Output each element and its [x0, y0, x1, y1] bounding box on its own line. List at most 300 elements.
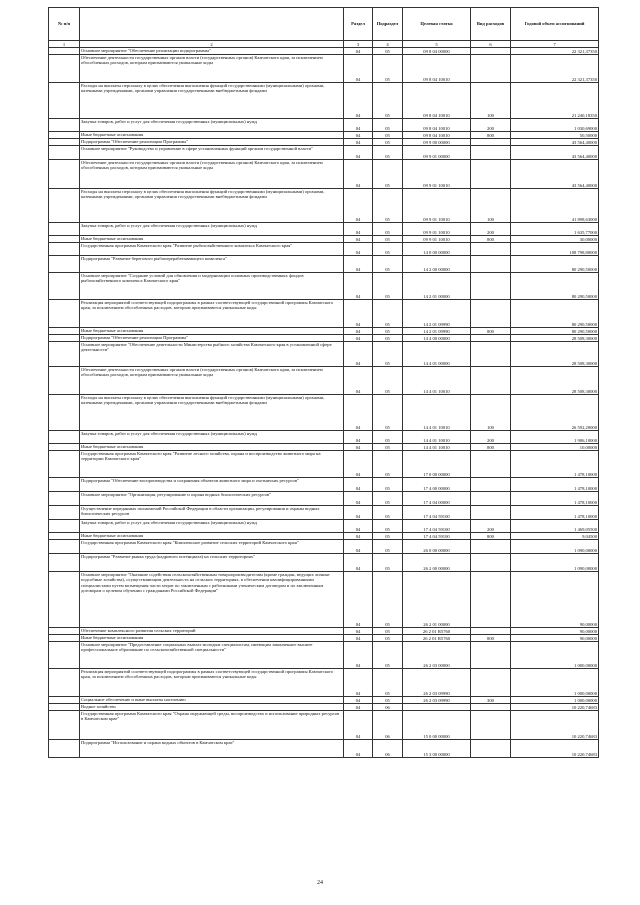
- row-target: 09 9 01 10010: [403, 189, 471, 223]
- row-target: 09 8 04 10010: [403, 132, 471, 139]
- row-subsection: 05: [373, 367, 403, 395]
- table-row: [49, 395, 599, 431]
- row-number: [49, 520, 80, 533]
- row-target: 17 0 00 00000: [403, 451, 471, 478]
- row-number: [49, 533, 80, 540]
- row-total: 90,00000: [511, 628, 599, 635]
- row-number: [49, 236, 80, 243]
- table-row: [49, 273, 599, 300]
- row-target: 14 2 01 09990: [403, 328, 471, 335]
- row-kind: [471, 139, 511, 146]
- row-section: 04: [344, 431, 373, 444]
- row-name: Подпрограмма "Развитие рынка труда (кадрового потенциала) на сельских территориях": [80, 554, 344, 572]
- row-target: 09 8 04 00000: [403, 48, 471, 55]
- row-subsection: 05: [373, 223, 403, 236]
- table-row: [49, 223, 599, 236]
- table-row: [49, 642, 599, 669]
- row-target: 26 2 01 R5760: [403, 635, 471, 642]
- row-name: Обеспечение деятельности государственных органов власти (государственных органов) Камчатского края, за исключением обособленных расходов, которым присваиваются уникальные коды: [80, 367, 344, 395]
- row-section: 04: [344, 132, 373, 139]
- column-number-row: [49, 41, 599, 48]
- row-name: Основное мероприятие "Создание условий для обновления и модернизации основных производственных фондов рыбохозяйственного комплекса Камчатского края": [80, 273, 344, 300]
- row-target: 09 8 04 10010: [403, 55, 471, 83]
- row-section: 04: [344, 506, 373, 520]
- row-kind: [471, 506, 511, 520]
- row-kind: 200: [471, 223, 511, 236]
- row-section: 04: [344, 146, 373, 160]
- row-name: Государственная программа Камчатского края "Развитие лесного хозяйства, охрана и воспроизводство животного мира на территории Камчатского края": [80, 451, 344, 478]
- row-section: 04: [344, 243, 373, 256]
- row-name: Государственная программа Камчатского края "Охрана окружающей среды, воспроизводство и использование природных ресурсов в Камчатском крае": [80, 711, 344, 740]
- row-kind: 100: [471, 189, 511, 223]
- row-total: 1 478,10000: [511, 451, 599, 478]
- table-row: [49, 243, 599, 256]
- row-name: Закупка товаров, работ и услуг для обеспечения государственных (муниципальных) нужд: [80, 431, 344, 444]
- row-section: 04: [344, 628, 373, 635]
- row-kind: [471, 711, 511, 740]
- row-target: 26 2 01 00000: [403, 572, 471, 628]
- row-kind: [471, 243, 511, 256]
- row-kind: [471, 256, 511, 273]
- row-kind: [471, 342, 511, 367]
- row-section: 04: [344, 256, 373, 273]
- row-section: 04: [344, 300, 373, 328]
- row-name: Обеспечение деятельности государственных органов власти (государственных органов) Камчатского края, за исключением обособленных расходов, которым присваиваются уникальные коды: [80, 55, 344, 83]
- table-row: [49, 236, 599, 243]
- row-name: Реализация мероприятий соответствующей подпрограммы в рамках соответствующей государственной программы Камчатского края, за исключением обособленных расходов, которым присваиваются уникальные коды: [80, 300, 344, 328]
- table-row: [49, 367, 599, 395]
- row-total: 50,50000: [511, 132, 599, 139]
- row-subsection: 05: [373, 451, 403, 478]
- row-subsection: 05: [373, 478, 403, 492]
- row-name: Водное хозяйство: [80, 704, 344, 711]
- row-total: 1 469,05500: [511, 520, 599, 533]
- row-subsection: 05: [373, 395, 403, 431]
- header-num: № п/п: [49, 8, 80, 41]
- table-header-row: [49, 8, 599, 41]
- row-total: 43 564,40000: [511, 160, 599, 189]
- row-kind: [471, 572, 511, 628]
- row-total: 43 564,40000: [511, 139, 599, 146]
- row-number: [49, 328, 80, 335]
- row-subsection: 06: [373, 711, 403, 740]
- row-target: 26 2 01 R5760: [403, 628, 471, 635]
- row-number: [49, 642, 80, 669]
- row-total: 28 508,30000: [511, 335, 599, 342]
- row-subsection: 05: [373, 342, 403, 367]
- row-target: 14 4 01 10010: [403, 444, 471, 451]
- row-kind: [471, 740, 511, 758]
- table-row: [49, 492, 599, 506]
- row-name: Обеспечение деятельности государственных органов власти (государственных органов) Камчатского края, за исключением обособленных расходов, которым присваиваются уникальные коды: [80, 160, 344, 189]
- table-row: [49, 704, 599, 711]
- row-name: Иные бюджетные ассигнования: [80, 635, 344, 642]
- row-name: Расходы на выплаты персоналу в целях обеспечения выполнения функций государственными (муниципальными) органами, казенными учреждениями, органами управления государственными внебюджетными фондами: [80, 83, 344, 119]
- row-kind: 100: [471, 395, 511, 431]
- row-number: [49, 492, 80, 506]
- row-total: 1 000,00000: [511, 697, 599, 704]
- row-number: [49, 669, 80, 697]
- row-subsection: 05: [373, 146, 403, 160]
- row-target: 14 2 01 00000: [403, 273, 471, 300]
- colnum: 5: [403, 41, 471, 48]
- row-total: 10,00000: [511, 444, 599, 451]
- row-total: 1 635,77000: [511, 223, 599, 236]
- row-kind: [471, 478, 511, 492]
- row-number: [49, 635, 80, 642]
- row-target: 14 4 01 10010: [403, 395, 471, 431]
- row-section: 04: [344, 55, 373, 83]
- row-subsection: 05: [373, 697, 403, 704]
- row-number: [49, 711, 80, 740]
- row-target: 09 9 01 00000: [403, 146, 471, 160]
- row-section: 04: [344, 533, 373, 540]
- row-subsection: 05: [373, 139, 403, 146]
- row-section: 04: [344, 635, 373, 642]
- row-number: [49, 451, 80, 478]
- row-total: 10 220,74683: [511, 704, 599, 711]
- row-total: 90,00000: [511, 572, 599, 628]
- row-total: 10 220,74683: [511, 711, 599, 740]
- row-section: 04: [344, 335, 373, 342]
- row-subsection: 05: [373, 635, 403, 642]
- colnum: 6: [471, 41, 511, 48]
- row-section: 04: [344, 83, 373, 119]
- row-number: [49, 740, 80, 758]
- row-kind: 800: [471, 635, 511, 642]
- row-total: 1 000,00000: [511, 642, 599, 669]
- row-total: 21 240,18350: [511, 83, 599, 119]
- row-total: 1 906,10000: [511, 431, 599, 444]
- row-section: 04: [344, 328, 373, 335]
- row-section: 04: [344, 160, 373, 189]
- row-section: 04: [344, 492, 373, 506]
- table-row: [49, 628, 599, 635]
- colnum: 4: [373, 41, 403, 48]
- row-subsection: 05: [373, 83, 403, 119]
- row-number: [49, 444, 80, 451]
- row-kind: [471, 554, 511, 572]
- row-subsection: 06: [373, 704, 403, 711]
- row-name: Основное мероприятие "Организация, регулирование и охрана водных биологических ресурсов": [80, 492, 344, 506]
- row-number: [49, 572, 80, 628]
- row-section: 04: [344, 520, 373, 533]
- row-number: [49, 256, 80, 273]
- row-section: 04: [344, 342, 373, 367]
- row-total: 1 000,00000: [511, 669, 599, 697]
- row-total: 80 290,50000: [511, 273, 599, 300]
- row-kind: [471, 48, 511, 55]
- table-row: [49, 520, 599, 533]
- row-name: Основное мероприятие "Оказание содействия сельскохозяйственным товаропроизводителям (кроме граждан, ведущих личные подсобные хозяйства), осуществляющим деятельность на сельских территориях, в обеспечении квалифицированными специалистами путем возмещения части затрат по заключенным с работниками ученическим договорам и по заключенным договорам о целевом обучении с гражданами Российской Федерации": [80, 572, 344, 628]
- row-section: 04: [344, 223, 373, 236]
- row-target: 17 4 04 59100: [403, 520, 471, 533]
- row-section: 04: [344, 451, 373, 478]
- row-subsection: 05: [373, 273, 403, 300]
- row-number: [49, 132, 80, 139]
- row-section: 04: [344, 119, 373, 132]
- row-target: 17 4 00 00000: [403, 478, 471, 492]
- row-total: 80 290,50000: [511, 300, 599, 328]
- row-kind: [471, 367, 511, 395]
- row-number: [49, 540, 80, 554]
- table-row: [49, 669, 599, 697]
- header-name: [80, 8, 344, 41]
- table-row: [49, 431, 599, 444]
- row-target: 26 2 00 00000: [403, 554, 471, 572]
- row-target: 14 4 01 10010: [403, 431, 471, 444]
- row-name: Расходы на выплаты персоналу в целях обеспечения выполнения функций государственными (муниципальными) органами, казенными учреждениями, органами управления государственными внебюджетными фондами: [80, 189, 344, 223]
- table-row: [49, 146, 599, 160]
- row-number: [49, 189, 80, 223]
- row-target: 14 2 01 09990: [403, 300, 471, 328]
- row-subsection: 05: [373, 506, 403, 520]
- colnum: 2: [80, 41, 344, 48]
- table-row: [49, 478, 599, 492]
- row-target: 14 4 00 00000: [403, 335, 471, 342]
- row-section: 04: [344, 642, 373, 669]
- colnum: 1: [49, 41, 80, 48]
- table-row: [49, 635, 599, 642]
- row-target: 15 3 00 00000: [403, 740, 471, 758]
- row-subsection: 05: [373, 642, 403, 669]
- row-target: 09 9 01 10010: [403, 223, 471, 236]
- table-row: [49, 740, 599, 758]
- row-kind: 800: [471, 236, 511, 243]
- row-name: Подпрограмма "Обеспечение воспроизводства и сохранения объектов животного мира и охотничьих ресурсов": [80, 478, 344, 492]
- row-target: 09 8 04 10010: [403, 83, 471, 119]
- table-body: [49, 48, 599, 758]
- row-number: [49, 554, 80, 572]
- header-subsection: Подраздел: [373, 8, 403, 41]
- row-target: 17 4 04 59100: [403, 533, 471, 540]
- row-section: 04: [344, 367, 373, 395]
- row-section: 04: [344, 444, 373, 451]
- row-kind: [471, 273, 511, 300]
- table-row: [49, 697, 599, 704]
- row-target: 26 2 03 09990: [403, 669, 471, 697]
- row-subsection: 05: [373, 48, 403, 55]
- row-kind: [471, 335, 511, 342]
- row-section: 04: [344, 395, 373, 431]
- row-number: [49, 55, 80, 83]
- row-target: 14 4 01 00000: [403, 342, 471, 367]
- row-subsection: 05: [373, 132, 403, 139]
- row-subsection: 05: [373, 444, 403, 451]
- row-subsection: 05: [373, 554, 403, 572]
- row-number: [49, 300, 80, 328]
- row-total: 28 508,30000: [511, 367, 599, 395]
- row-target: 09 9 01 10010: [403, 160, 471, 189]
- row-subsection: 05: [373, 335, 403, 342]
- table-row: [49, 83, 599, 119]
- row-subsection: 05: [373, 189, 403, 223]
- row-kind: 800: [471, 533, 511, 540]
- row-target: 15 0 00 00000: [403, 711, 471, 740]
- row-total: 10 220,74683: [511, 740, 599, 758]
- row-subsection: 05: [373, 540, 403, 554]
- table-row: [49, 132, 599, 139]
- row-target: [403, 704, 471, 711]
- row-target: 09 9 01 10010: [403, 236, 471, 243]
- row-kind: [471, 146, 511, 160]
- row-number: [49, 139, 80, 146]
- row-kind: [471, 628, 511, 635]
- row-subsection: 05: [373, 572, 403, 628]
- row-kind: [471, 540, 511, 554]
- row-total: 1 478,10000: [511, 506, 599, 520]
- row-kind: 200: [471, 520, 511, 533]
- row-number: [49, 367, 80, 395]
- row-kind: 800: [471, 132, 511, 139]
- row-name: Социальное обеспечение и иные выплаты населению: [80, 697, 344, 704]
- row-subsection: 05: [373, 492, 403, 506]
- row-kind: [471, 300, 511, 328]
- row-kind: 200: [471, 431, 511, 444]
- row-subsection: 05: [373, 520, 403, 533]
- row-section: 04: [344, 189, 373, 223]
- table-row: [49, 335, 599, 342]
- row-kind: 800: [471, 328, 511, 335]
- colnum: 7: [511, 41, 599, 48]
- row-number: [49, 146, 80, 160]
- row-kind: [471, 704, 511, 711]
- row-name: Обеспечение комплексного развития сельских территорий: [80, 628, 344, 635]
- row-target: 26 0 00 00000: [403, 540, 471, 554]
- row-section: 04: [344, 554, 373, 572]
- row-section: 04: [344, 704, 373, 711]
- row-number: [49, 704, 80, 711]
- table-row: [49, 160, 599, 189]
- row-number: [49, 478, 80, 492]
- row-name: Подпрограмма "Обеспечение реализации Программы": [80, 139, 344, 146]
- row-kind: [471, 642, 511, 669]
- row-name: Подпрограмма "Использование и охрана водных объектов в Камчатском крае": [80, 740, 344, 758]
- row-subsection: 05: [373, 431, 403, 444]
- row-total: 80 290,50000: [511, 328, 599, 335]
- row-name: Реализация мероприятий соответствующей подпрограммы в рамках соответствующей государственной программы Камчатского края, за исключением обособленных расходов, которым присваиваются уникальные коды: [80, 669, 344, 697]
- header-total: Годовой объем ассигнований: [511, 8, 599, 41]
- row-target: 26 2 03 00000: [403, 642, 471, 669]
- row-target: 09 8 04 10010: [403, 119, 471, 132]
- table-row: [49, 119, 599, 132]
- page-number: 24: [317, 880, 323, 886]
- row-number: [49, 273, 80, 300]
- row-name: Иные бюджетные ассигнования: [80, 533, 344, 540]
- row-target: 09 9 00 00000: [403, 139, 471, 146]
- table-row: [49, 540, 599, 554]
- row-kind: 300: [471, 697, 511, 704]
- row-name: Закупка товаров, работ и услуг для обеспечения государственных (муниципальных) нужд: [80, 520, 344, 533]
- row-total: 22 321,37350: [511, 48, 599, 55]
- row-name: Иные бюджетные ассигнования: [80, 132, 344, 139]
- row-subsection: 05: [373, 55, 403, 83]
- row-number: [49, 243, 80, 256]
- table-row: [49, 300, 599, 328]
- row-subsection: 05: [373, 160, 403, 189]
- row-total: 43 564,40000: [511, 146, 599, 160]
- row-number: [49, 83, 80, 119]
- row-total: 41 898,63000: [511, 189, 599, 223]
- table-row: [49, 189, 599, 223]
- row-total: 108 798,80000: [511, 243, 599, 256]
- row-number: [49, 223, 80, 236]
- row-target: 14 0 00 00000: [403, 243, 471, 256]
- table-row: [49, 506, 599, 520]
- row-subsection: 05: [373, 243, 403, 256]
- table-row: [49, 48, 599, 55]
- row-name: Иные бюджетные ассигнования: [80, 328, 344, 335]
- header-target: Целевая статья: [403, 8, 471, 41]
- row-section: 04: [344, 139, 373, 146]
- row-name: Подпрограмма "Обеспечение реализации Программы": [80, 335, 344, 342]
- row-total: 1 090,00000: [511, 540, 599, 554]
- table-row: [49, 554, 599, 572]
- row-name: Государственная программа Камчатского края "Комплексное развитие сельских территорий Камчатского края": [80, 540, 344, 554]
- row-name: Подпрограмма "Развитие берегового рыбоперерабатывающего комплекса": [80, 256, 344, 273]
- row-section: 04: [344, 711, 373, 740]
- row-target: 26 2 03 09990: [403, 697, 471, 704]
- row-name: Расходы на выплаты персоналу в целях обеспечения выполнения функций государственными (муниципальными) органами, казенными учреждениями, органами управления государственными внебюджетными фондами: [80, 395, 344, 431]
- budget-table: [48, 7, 599, 758]
- row-target: 14 4 01 10010: [403, 367, 471, 395]
- row-name: Основное мероприятие "Предоставление социальных выплат молодым специалистам, имеющим законченное высшее профессиональное образование по сельскохозяйственной специальности": [80, 642, 344, 669]
- row-name: Государственная программа Камчатского края "Развитие рыбохозяйственного комплекса Камчатского края": [80, 243, 344, 256]
- table-row: [49, 451, 599, 478]
- table-row: [49, 139, 599, 146]
- row-total: 28 508,30000: [511, 342, 599, 367]
- row-section: 04: [344, 740, 373, 758]
- row-kind: [471, 492, 511, 506]
- row-total: 1 090,00000: [511, 554, 599, 572]
- row-subsection: 05: [373, 119, 403, 132]
- row-kind: [471, 55, 511, 83]
- row-section: 04: [344, 478, 373, 492]
- row-total: 1 478,10000: [511, 492, 599, 506]
- table-row: [49, 533, 599, 540]
- header-kind: Вид расходов: [471, 8, 511, 41]
- row-number: [49, 697, 80, 704]
- row-subsection: 05: [373, 669, 403, 697]
- row-name: Иные бюджетные ассигнования: [80, 236, 344, 243]
- row-number: [49, 335, 80, 342]
- row-subsection: 05: [373, 300, 403, 328]
- row-section: 04: [344, 48, 373, 55]
- row-kind: 100: [471, 83, 511, 119]
- row-number: [49, 342, 80, 367]
- row-subsection: 05: [373, 328, 403, 335]
- row-subsection: 05: [373, 628, 403, 635]
- row-section: 04: [344, 697, 373, 704]
- row-target: 14 2 00 00000: [403, 256, 471, 273]
- row-total: 26 592,20000: [511, 395, 599, 431]
- row-section: 04: [344, 540, 373, 554]
- row-number: [49, 431, 80, 444]
- row-name: Основное мероприятие "Руководство и управление в сфере установленных функций органов государственной власти": [80, 146, 344, 160]
- row-total: 22 321,37350: [511, 55, 599, 83]
- row-number: [49, 160, 80, 189]
- row-kind: 200: [471, 119, 511, 132]
- row-section: 04: [344, 572, 373, 628]
- row-kind: [471, 669, 511, 697]
- row-total: 1 030,69000: [511, 119, 599, 132]
- row-name: Иные бюджетные ассигнования: [80, 444, 344, 451]
- row-number: [49, 48, 80, 55]
- row-number: [49, 119, 80, 132]
- row-subsection: 05: [373, 533, 403, 540]
- table-row: [49, 342, 599, 367]
- row-name: Осуществление переданных полномочий Российской Федерации в области организации, регулирования и охраны водных биологических ресурсов: [80, 506, 344, 520]
